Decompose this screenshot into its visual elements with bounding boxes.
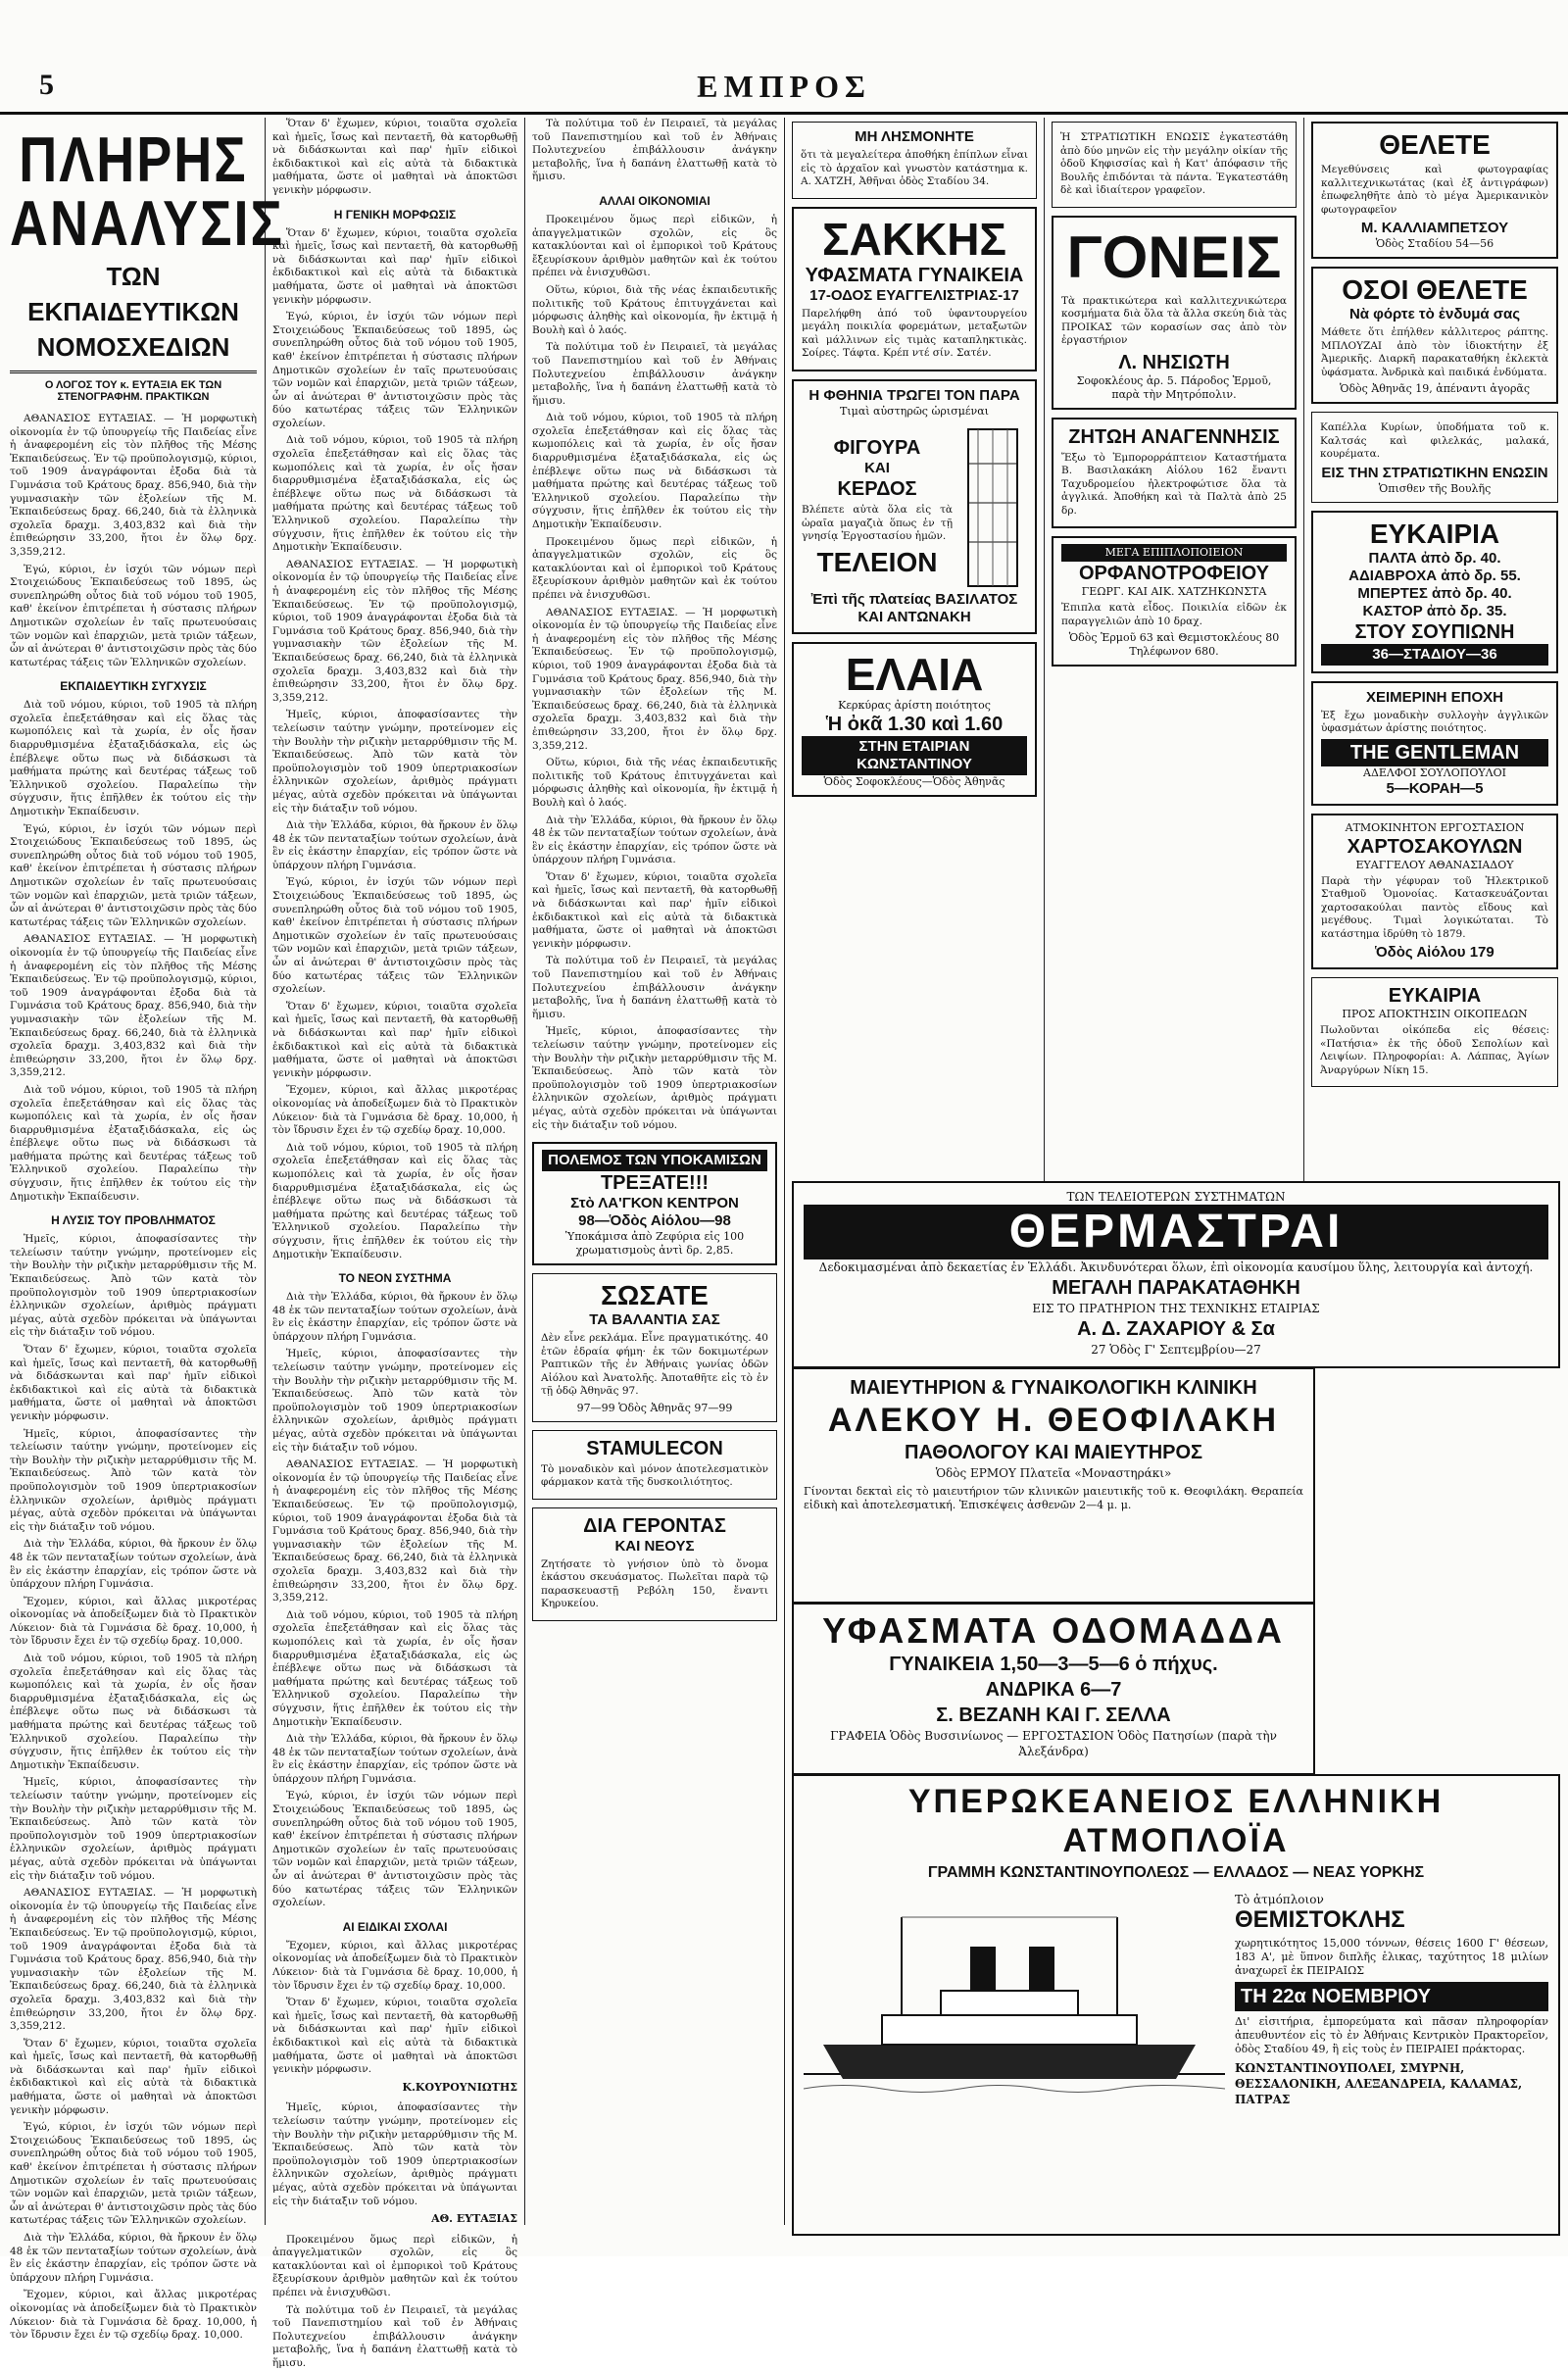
article-paragraph: Διὰ τοῦ νόμου, κύριοι, τοῦ 1905 τὰ πλήρη σχολεῖα ἐπεξετάθησαν καὶ εἰς ὅλας τὰς κωμοπόλεις καὶ τὰ χωρία, ἐν οἷς ἤσαν διαρρυθμισμένα ἑξαταξιδάσκαλα, εἰς ὡς ἐπέβλεψε οὕτω πως νὰ διδάσκωσι τὰ μαθήματα πρώτης καὶ δευτέρας τάξεως τοῦ Ἑλληνικοῦ σχολείου. Παραλείπω τὴν σύγχυσιν, ἥτις ἐπῆλθεν ἐκ τούτου εἰς τὴν Δημοτικὴν Ἐκπαίδευσιν. xyxy=(10,1653,257,1771)
ad-title: ΜΗ ΛΗΣΜΟΝΗΤΕ xyxy=(855,128,974,145)
section-heading: ΕΚΠΑΙΔΕΥΤΙΚΗ ΣΥΓΧΥΣΙΣ xyxy=(60,679,207,694)
ad-title: ΧΕΙΜΕΡΙΝΗ ΕΠΟΧΗ xyxy=(1365,688,1504,706)
article-paragraph: Ἐγώ, κύριοι, ἐν ἰσχύι τῶν νόμων περὶ Στοιχειώδους Ἐκπαιδεύσεως τοῦ 1895, ὡς συνεπληρώθη οὗτος διὰ τοῦ νόμου τοῦ 1905, καθ' ἐκείνον ἐπιτρέπεται ἡ σύστασις πλήρων Δημοτικῶν σχολείων ἐν ταῖς πρωτευούσαις τῶν νομῶν καὶ ἐπαρχιῶν, μετὰ τριῶν τάξεων, ὧν αἱ ἀνώτεραι θ' ἀντιστοιχῶσιν πρὸς τὰς δύο κατωτέρας τάξεις τῶν Ἑλληνικῶν σχολείων. xyxy=(272,311,517,429)
ad-address: 27 Ὁδὸς Γ' Σεπτεμβρίου—27 xyxy=(1091,1343,1261,1357)
article-paragraph: Ἔχομεν, κύριοι, καὶ ἄλλας μικροτέρας οἰκονομίας νὰ ἀποδείξωμεν διὰ τὸ Πρακτικὸν Λύκειον· διὰ τὰ Γυμνάσια δὲ δραχ. 10,000, ἡ τὸν ἴδρυσιν ἔχει ἐν τῷ σχεδίῳ δραχ. 10,000. xyxy=(10,1595,257,1648)
ad-address: Ὁδὸς Σοφοκλέους—Ὁδὸς Ἀθηνᾶς xyxy=(823,774,1005,788)
article-paragraph: Ὅταν δ' ἔχωμεν, κύριοι, τοιαῦτα σχολεῖα καὶ ἡμεῖς, ἴσως καὶ πενταετῆ, θὰ κατορθωθῇ νὰ διδάσκωνται καὶ παρ' ἡμῖν εἰδικοὶ ἐκδιδακτικοὶ καὶ εἰς αὐτὰ τὰ διδακτικὰ μαθήματα, ὥστε οἱ μαθηταὶ νὰ ἀποκτῶσι γενικὴν μόρφωσιν. xyxy=(272,226,517,306)
article-column-3 xyxy=(532,118,777,2225)
ad-address: Ὁδὸς Αἰόλου 179 xyxy=(1375,944,1494,961)
article-paragraph: Ἔχομεν, κύριοι, καὶ ἄλλας μικροτέρας οἰκονομίας νὰ ἀποδείξωμεν διὰ τὸ Πρακτικὸν Λύκειον· διὰ τὰ Γυμνάσια δὲ δραχ. 10,000, ἡ τὸν ἴδρυσιν ἔχει ἐν τῷ σχεδίῳ δραχ. 10,000. xyxy=(272,1939,517,1992)
ad-line: ΠΑΛΤΑ ἀπὸ δρ. 40. xyxy=(1368,549,1501,567)
article-paragraph: Τὰ πολύτιμα τοῦ ἐν Πειραιεῖ, τὰ μεγάλας τοῦ Πανεπιστημίου καὶ τοῦ ἐν Ἀθήναις Πολυτεχνείου ἐπιβάλλουσιν ἀνάγκην μεταβολῆς, ἵνα ἡ δαπάνη ἐλαττωθῇ κατὰ τὸ ἥμισυ. xyxy=(532,341,777,407)
ad-goneis xyxy=(1052,216,1297,410)
ad-body: Ἔξω τὸ Ἐμπορορράπτειον Καταστήματα Β. Βασιλακάκη Αἰόλου 162 ἔναντι Ταχυδρομείου ἠλεκτροφώτισε ὅλα τὰ ἀγγλικά. Ἀποθήκη καὶ τὰ Παλτὰ ἀπὸ 25 δρ. xyxy=(1061,451,1287,517)
ad-address: ΓΡΑΦΕΙΑ Ὁδὸς Βυσσινίωνος — ΕΡΓΟΣΤΑΣΙΟΝ Ὁδὸς Πατησίων (παρὰ τὴν Ἀλεξάνδρα) xyxy=(830,1729,1277,1758)
ad-teleion: ΤΕΛΕΙΟΝ xyxy=(816,546,938,577)
ad-title: ΟΣΟΙ ΘΕΛΕΤΕ xyxy=(1342,274,1528,305)
ad-fthinia xyxy=(792,379,1037,634)
article-paragraph: Διὰ τοῦ νόμου, κύριοι, τοῦ 1905 τὰ πλήρη σχολεῖα ἐπεξετάθησαν καὶ εἰς ὅλας τὰς κωμοπόλεις καὶ τὰ χωρία, ἐν οἷς ἤσαν διαρρυθμισμένα ἑξαταξιδάσκαλα, εἰς ὡς ἐπέβλεψε οὕτω πως νὰ διδάσκωσι τὰ μαθήματα πρώτης καὶ δευτέρας τάξεως τοῦ Ἑλληνικοῦ σχολείου. Παραλείπω τὴν σύγχυσιν, ἥτις ἐπῆλθεν ἐκ τούτου εἰς τὴν Δημοτικὴν Ἐκπαίδευσιν. xyxy=(272,434,517,554)
ad-osoi-thelete xyxy=(1311,267,1558,404)
ad-subtitle: ΑΔΕΛΦΟΙ ΣΟΥΛΟΠΟΥΛΟΙ xyxy=(1363,766,1506,779)
ad-title: ΟΡΦΑΝΟΤΡΟΦΕΙΟΥ xyxy=(1079,563,1269,584)
article-paragraph: Ἡμεῖς, κύριοι, ἀποφασίσαντες τὴν τελείωσιν ταύτην γνώμην, προτείνομεν εἰς τὴν Βουλὴν τὴν ριζικὴν μεταρρύθμισιν τῆς Μ. Ἐκπαιδεύσεως. Ἀπὸ τῶν κατὰ τὸν προϋπολογισμὸν τοῦ 1909 ὑπερτριακοσίων ἑλληνικῶν σχολείων, ἀριθμὸς πράγματι μέγας, αὐτὰ σχεδὸν πρόκειται νὰ ὑπάγωνται εἰς τὴν διάταξιν τοῦ νόμου. xyxy=(532,1025,777,1131)
ad-title: ΕΛΑΙΑ xyxy=(845,648,984,700)
ad-xeimerini xyxy=(1311,681,1558,806)
ad-title: ΘΕΡΜΑΣΤΡΑΙ xyxy=(804,1205,1548,1260)
ad-body: Παρὰ τὴν γέφυραν τοῦ Ἠλεκτρικοῦ Σταθμοῦ Ὁμονοίας. Κατασκευάζονται χαρτοσακούλαι παντὸς εἴδους καὶ μεγέθους. Τιμαὶ λογικώταται. Τὸ κατάστημα ἰδρύθη τὸ 1879. xyxy=(1321,874,1548,940)
ad-body: Παρελήφθη ἀπό τοῦ ὑφαντουργείου μεγάλη ποικιλία φορεμάτων, μεταξωτῶν καὶ μάλλινων εἰς τιμὰς καταπληκτικὰς. Σοίρες. Τάφτα. Κρέπ ντέ σίν. Σατέν. xyxy=(802,307,1027,359)
article-paragraph: Τὰ πολύτιμα τοῦ ἐν Πειραιεῖ, τὰ μεγάλας τοῦ Πανεπιστημίου καὶ τοῦ ἐν Ἀθήναις Πολυτεχνείου ἐπιβάλλουσιν ἀνάγκην μεταβολῆς, ἵνα ἡ δαπάνη ἐλαττωθῇ κατὰ τὸ ἥμισυ. xyxy=(272,2303,517,2370)
article-paragraph: Διὰ τοῦ νόμου, κύριοι, τοῦ 1905 τὰ πλήρη σχολεῖα ἐπεξετάθησαν καὶ εἰς ὅλας τὰς κωμοπόλεις καὶ τὰ χωρία, ἐν οἷς ἤσαν διαρρυθμισμένα ἑξαταξιδάσκαλα, εἰς ὡς ἐπέβλεψε οὕτω πως νὰ διδάσκωσι τὰ μαθήματα πρώτης καὶ δευτέρας τάξεως τοῦ Ἑλληνικοῦ σχολείου. Παραλείπω τὴν σύγχυσιν, ἥτις ἐπῆλθεν ἐκ τούτου εἰς τὴν Δημοτικὴν Ἐκπαίδευσιν. xyxy=(532,412,777,531)
ad-body: Γίνονται δεκταὶ εἰς τὸ μαιευτήριον τῶν κλινικῶν μαιευτικῆς τοῦ κ. Θεοφιλάκη. Θεραπεία εἰδικὴ καὶ ἀποτελεσματική. Ἐπισκέψεις ἀσθενῶν 2—4 μ. μ. xyxy=(804,1485,1303,1511)
ad-sosate xyxy=(532,1273,777,1422)
article-paragraph: Διὰ τὴν Ἑλλάδα, κύριοι, θὰ ἤρκουν ἐν ὅλῳ 48 ἐκ τῶν πενταταξίων τούτων σχολείων, ἀνὰ ἓν εἰς ἑκάστην ἐπαρχίαν, εἰς τρόπον ὥστε νὰ ὑπάρχουν πλήρη Γυμνάσια. xyxy=(532,814,777,866)
article-paragraph: Διὰ τὴν Ἑλλάδα, κύριοι, θὰ ἤρκουν ἐν ὅλῳ 48 ἐκ τῶν πενταταξίων τούτων σχολείων, ἀνὰ ἓν εἰς ἑκάστην ἐπαρχίαν, εἰς τρόπον ὥστε νὰ ὑπάρχουν πλήρη Γυμνάσια. xyxy=(10,2232,257,2284)
ad-body: χωρητικότητος 15,000 τόννων, θέσεις 1600 Γ' θέσεων, 183 Α', μὲ ὕπνον διπλῆς ἑλικας, ταχύτητος 18 μιλίων ἀναχωρεῖ ἐκ ΠΕΙΡΑΙΩΣ xyxy=(1235,1937,1548,1977)
article-paragraph: ΑΘΑΝΑΣΙΟΣ ΕΥΤΑΞΙΑΣ. — Ἡ μορφωτικὴ οἰκονομία ἐν τῷ ὑπουργείῳ τῆς Παιδείας εἶνε ἡ ἀναφερομένη εἰς τὸν πλῆθος τῆς Μέσης Ἐκπαιδεύσεως. Ἐν τῷ προϋπολογισμῷ, κύριοι, τοῦ 1909 ἀναγράφονται ἐξοδα διὰ τὰ Γυμνάσια τοῦ Κράτους δραχ. 856,940, διὰ τὴν γυμνασιακὴν τῶν ἑξολείων τῆς Μ. Ἐκπαιδεύσεως δραχ. 66,240, διὰ τὰ ἑλληνικὰ σχολεῖα δραχμ. 3,403,832 καὶ διὰ τὴν ἐπιθεώρησιν 33,200, ἤτοι ἐν ὅλῳ δρχ. 3,359,212. xyxy=(10,933,257,1079)
article-paragraph: ΑΘΑΝΑΣΙΟΣ ΕΥΤΑΞΙΑΣ. — Ἡ μορφωτικὴ οἰκονομία ἐν τῷ ὑπουργείῳ τῆς Παιδείας εἶνε ἡ ἀναφερομένη εἰς τὸν πλῆθος τῆς Μέσης Ἐκπαιδεύσεως. Ἐν τῷ προϋπολογισμῷ, κύριοι, τοῦ 1909 ἀναγράφονται ἐξοδα διὰ τὰ Γυμνάσια τοῦ Κράτους δραχ. 856,940, διὰ τὴν γυμνασιακὴν τῶν ἑξολείων τῆς Μ. Ἐκπαιδεύσεως δραχ. 66,240, διὰ τὰ ἑλληνικὰ σχολεῖα δραχμ. 3,403,832 καὶ διὰ τὴν ἐπιθεώρησιν 33,200, ἤτοι ἐν ὅλῳ δρχ. 3,359,212. xyxy=(532,606,777,752)
ad-line: ΜΠΕΡΤΕΣ ἀπὸ δρ. 40. xyxy=(1357,584,1512,602)
ad-address: 36—ΣΤΑΔΙΟΥ—36 xyxy=(1321,644,1548,666)
ad-title: ΕΙΣ ΤΗΝ ΣΤΡΑΤΙΩΤΙΚΗΝ ΕΝΩΣΙΝ xyxy=(1321,464,1548,481)
article-subheadline: ΤΩΝ ΕΚΠΑΙΔΕΥΤΙΚΩΝ ΝΟΜΟΣΧΕΔΙΩΝ xyxy=(27,262,239,362)
article-paragraph: Ἐγώ, κύριοι, ἐν ἰσχύι τῶν νόμων περὶ Στοιχειώδους Ἐκπαιδεύσεως τοῦ 1895, ὡς συνεπληρώθη οὗτος διὰ τοῦ νόμου τοῦ 1905, καθ' ἐκείνον ἐπιτρέπεται ἡ σύστασις πλήρων Δημοτικῶν σχολείων ἐν ταῖς πρωτευούσαις τῶν νομῶν καὶ ἐπαρχιῶν, μετὰ τριῶν τάξεων, ὧν αἱ ἀνώτεραι θ' ἀντιστοιχῶσιν πρὸς τὰς δύο κατωτέρας τάξεις τῶν Ἑλληνικῶν σχολείων. xyxy=(10,822,257,928)
ad-title: ΓΟΝΕΙΣ xyxy=(1066,223,1282,290)
newspaper-title: ΕΜΠΡΟΣ xyxy=(697,69,871,104)
article-paragraph: Τὰ πολύτιμα τοῦ ἐν Πειραιεῖ, τὰ μεγάλας τοῦ Πανεπιστημίου καὶ τοῦ ἐν Ἀθήναις Πολυτεχνείου ἐπιβάλλουσιν ἀνάγκην μεταβολῆς, ἵνα ἡ δαπάνη ἐλαττωθῇ κατὰ τὸ ἥμισυ. xyxy=(532,118,777,183)
ad-subtitle: Νὰ φόρτε τὸ ἐνδυμά σας xyxy=(1348,306,1521,322)
article-column-1 xyxy=(10,118,284,2342)
article-paragraph: ΑΘΑΝΑΣΙΟΣ ΕΥΤΑΞΙΑΣ. — Ἡ μορφωτικὴ οἰκονομία ἐν τῷ ὑπουργείῳ τῆς Παιδείας εἶνε ἡ ἀναφερομένη εἰς τὸν πλῆθος τῆς Μέσης Ἐκπαιδεύσεως. Ἐν τῷ προϋπολογισμῷ, κύριοι, τοῦ 1909 ἀναγράφονται ἐξοδα διὰ τὰ Γυμνάσια τοῦ Κράτους δραχ. 856,940, διὰ τὴν γυμνασιακὴν τῶν ἑξολείων τῆς Μ. Ἐκπαιδεύσεως δραχ. 66,240, διὰ τὰ ἑλληνικὰ σχολεῖα δραχμ. 3,403,832 καὶ διὰ τὴν ἐπιθεώρησιν 33,200, ἤτοι ἐν ὅλῳ δρχ. 3,359,212. xyxy=(10,1887,257,2033)
ad-subtitle: Κερκύρας ἀρίστη ποιότητος xyxy=(838,698,991,712)
signature: Κ.ΚΟΥΡΟΥΝΙΩΤΗΣ xyxy=(402,2080,517,2094)
article-paragraph: Ὅταν δ' ἔχωμεν, κύριοι, τοιαῦτα σχολεῖα καὶ ἡμεῖς, ἴσως καὶ πενταετῆ, θὰ κατορθωθῇ νὰ διδάσκωνται καὶ παρ' ἡμῖν εἰδικοὶ ἐκδιδακτικοὶ καὶ εἰς αὐτὰ τὰ διδακτικὰ μαθήματα, ὥστε οἱ μαθηταὶ νὰ ἀποκτῶσι γενικὴν μόρφωσιν. xyxy=(272,1997,517,2076)
article-paragraph: Διὰ τοῦ νόμου, κύριοι, τοῦ 1905 τὰ πλήρη σχολεῖα ἐπεξετάθησαν καὶ εἰς ὅλας τὰς κωμοπόλεις καὶ τὰ χωρία, ἐν οἷς ἤσαν διαρρυθμισμένα ἑξαταξιδάσκαλα, εἰς ὡς ἐπέβλεψε οὕτω πως νὰ διδάσκωσι τὰ μαθήματα πρώτης καὶ δευτέρας τάξεως τοῦ Ἑλληνικοῦ σχολείου. Παραλείπω τὴν σύγχυσιν, ἥτις ἐπῆλθεν ἐκ τούτου εἰς τὴν Δημοτικὴν Ἐκπαίδευσιν. xyxy=(272,1141,517,1260)
ad-thermastrai xyxy=(792,1181,1560,1368)
page-number: 5 xyxy=(39,69,54,101)
section-heading: ΑΛΛΑΙ ΟΙΚΟΝΟΜΙΑΙ xyxy=(599,193,710,208)
ad-zitoi xyxy=(1052,418,1297,529)
article-paragraph: Ἡμεῖς, κύριοι, ἀποφασίσαντες τὴν τελείωσιν ταύτην γνώμην, προτείνομεν εἰς τὴν Βουλὴν τὴν ριζικὴν μεταρρύθμισιν τῆς Μ. Ἐκπαιδεύσεως. Ἀπὸ τῶν κατὰ τὸν προϋπολογισμὸν τοῦ 1909 ὑπερτριακοσίων ἑλληνικῶν σχολείων, ἀριθμὸς πράγματι μέγας, αὐτὰ σχεδὸν πρόκειται νὰ ὑπάγωνται εἰς τὴν διάταξιν τοῦ νόμου. xyxy=(272,1348,517,1454)
article-paragraph: Προκειμένου ὅμως περὶ εἰδικῶν, ἡ ἀπαγγελματικῶν σχολῶν, εἰς ὃς κατακλύονται καὶ οἱ ἐμπορικοὶ τοῦ Κράτους ἔξευρίσκουν ἀριθμὸν μαθητῶν καὶ ἐκ τούτου πρέπει νὰ ἐνισχυθῶσι. xyxy=(532,535,777,601)
ad-thelete xyxy=(1311,122,1558,259)
ad-title: ΣΩΣΑΤΕ xyxy=(601,1280,709,1311)
article-paragraph: Ἐγώ, κύριοι, ἐν ἰσχύι τῶν νόμων περὶ Στοιχειώδους Ἐκπαιδεύσεως τοῦ 1895, ὡς συνεπληρώθη οὗτος διὰ τοῦ νόμου τοῦ 1905, καθ' ἐκείνον ἐπιτρέπεται ἡ σύστασις πλήρων Δημοτικῶν σχολείων ἐν ταῖς πρωτευούσαις τῶν νομῶν καὶ ἐπαρχιῶν, μετὰ τριῶν τάξεων, ὧν αἱ ἀνώτεραι θ' ἀντιστοιχῶσιν πρὸς τὰς δύο κατωτέρας τάξεις τῶν Ἑλληνικῶν σχολείων. xyxy=(272,876,517,996)
steamship-illustration xyxy=(804,1898,1225,2103)
ad-address: Ὁδὸς Ἑρμοῦ 63 καὶ Θεμιστοκλέους 80 Τηλέφωνον 680. xyxy=(1068,631,1280,658)
ad-polemos xyxy=(532,1142,777,1265)
article-column-2 xyxy=(272,118,517,2370)
ad-address: 98—Ὁδὸς Αἰόλου—98 xyxy=(578,1212,731,1230)
article-paragraph: Τὰ πολύτιμα τοῦ ἐν Πειραιεῖ, τὰ μεγάλας τοῦ Πανεπιστημίου καὶ τοῦ ἐν Ἀθήναις Πολυτεχνείου ἐπιβάλλουσιν ἀνάγκην μεταβολῆς, ἵνα ἡ δαπάνη ἐλαττωθῇ κατὰ τὸ ἥμισυ. xyxy=(532,955,777,1020)
article-paragraph: ΑΘΑΝΑΣΙΟΣ ΕΥΤΑΞΙΑΣ. — Ἡ μορφωτικὴ οἰκονομία ἐν τῷ ὑπουργείῳ τῆς Παιδείας εἶνε ἡ ἀναφερομένη εἰς τὸν πλῆθος τῆς Μέσης Ἐκπαιδεύσεως. Ἐν τῷ προϋπολογισμῷ, κύριοι, τοῦ 1909 ἀναγράφονται ἐξοδα διὰ τὰ Γυμνάσια τοῦ Κράτους δραχ. 856,940, διὰ τὴν γυμνασιακὴν τῶν ἑξολείων τῆς Μ. Ἐκπαιδεύσεως δραχ. 66,240, διὰ τὰ ἑλληνικὰ σχολεῖα δραχμ. 3,403,832 καὶ διὰ τὴν ἐπιθεώρησιν 33,200, ἤτοι ἐν ὅλῳ δρχ. 3,359,212. xyxy=(10,413,257,558)
ad-price: Ἡ ὀκᾶ 1.30 καὶ 1.60 xyxy=(825,713,1004,735)
article-paragraph: Διὰ τὴν Ἑλλάδα, κύριοι, θὰ ἤρκουν ἐν ὅλῳ 48 ἐκ τῶν πενταταξίων τούτων σχολείων, ἀνὰ ἓν εἰς ἑκάστην ἐπαρχίαν, εἰς τρόπον ὥστε νὰ ὑπάρχουν πλήρη Γυμνάσια. xyxy=(272,819,517,871)
ad-xartosakoulon xyxy=(1311,814,1558,970)
section-heading: Η ΓΕΝΙΚΗ ΜΟΡΦΩΣΙΣ xyxy=(333,207,457,222)
article-paragraph: Ἔχομεν, κύριοι, καὶ ἄλλας μικροτέρας οἰκονομίας νὰ ἀποδείξωμεν διὰ τὸ Πρακτικὸν Λύκειον· διὰ τὰ Γυμνάσια δὲ δραχ. 10,000, ἡ τὸν ἴδρυσιν ἔχει ἐν τῷ σχεδίῳ δραχ. 10,000. xyxy=(272,1084,517,1137)
ad-subtitle: ΤΑ ΒΑΛΑΝΤΙΑ ΣΑΣ xyxy=(589,1311,720,1329)
ad-body: ὅτι τὰ μεγαλείτερα ἀποθήκη ἐπίπλων εἶναι εἰς τὸ ἀρχαῖον καὶ γνωστὸν κατάστημα κ. Α. ΧΑΤΖΗ, Ἀθῆναι ὁδὸς Σταδίου 34. xyxy=(801,149,1028,187)
ad-kapela xyxy=(1311,412,1558,503)
ad-elaia xyxy=(792,642,1037,797)
article-paragraph: Διὰ τοῦ νόμου, κύριοι, τοῦ 1905 τὰ πλήρη σχολεῖα ἐπεξετάθησαν καὶ εἰς ὅλας τὰς κωμοπόλεις καὶ τὰ χωρία, ἐν οἷς ἤσαν διαρρυθμισμένα ἑξαταξιδάσκαλα, εἰς ὡς ἐπέβλεψε οὕτω πως νὰ διδάσκωσι τὰ μαθήματα πρώτης καὶ δευτέρας τάξεως τοῦ Ἑλληνικοῦ σχολείου. Παραλείπω τὴν σύγχυσιν, ἥτις ἐπῆλθεν ἐκ τούτου εἰς τὴν Δημοτικὴν Ἐκπαίδευσιν. xyxy=(10,699,257,818)
ad-body: Δεδοκιμασμέναι ἀπὸ δεκαετίας ἐν Ἑλλάδι. Ἀκινδυνότεραι ὅλων, ἐπὶ οἰκονομία καυσίμου ὕλης, λειτουργία καὶ ἀντοχή. xyxy=(818,1260,1534,1274)
ad-subtitle: ΓΡΑΜΜΗ ΚΩΝΣΤΑΝΤΙΝΟΥΠΟΛΕΩΣ — ΕΛΛΑΔΟΣ — ΝΕΑΣ ΥΟΡΚΗΣ xyxy=(927,1864,1425,1881)
ad-subtitle-2: ΕΙΣ ΤΟ ΠΡΑΤΗΡΙΟΝ ΤΗΣ ΤΕΧΝΙΚΗΣ ΕΤΑΙΡΙΑΣ xyxy=(1032,1302,1320,1315)
ad-body: Ζητήσατε τὸ γνήσιον ὑπὸ τὸ ὄνομα ἑκάστου σκευάσματος. Πωλεῖται παρὰ τῷ παρασκευαστῇ Ρεβόλη 150, ἔναντι Κηρυκείου. xyxy=(541,1557,768,1610)
article-headline: ΠΛΗΡΗΣ ΑΝΑΛΥΣΙΣ xyxy=(10,124,284,260)
ad-name: THE GENTLEMAN xyxy=(1321,739,1548,766)
ad-title: STAMULECON xyxy=(586,1437,723,1459)
ad-store: ΣΤΟΥ ΣΟΥΠΙΩΝΗ xyxy=(1354,620,1515,643)
ad-body: Τὰ πρακτικώτερα καὶ καλλιτεχνικώτερα κοσμήματα διὰ ὅλα τὰ ἄλλα σκεύη διὰ τὰς ΠΡΟΙΚΑΣ τῶν κορασίων σας ἀπὸ τὸν ἐργαστήριον xyxy=(1061,294,1287,346)
ad-subtitle: ΜΕΓΑΛΗ ΠΑΡΑΚΑΤΑΘΗΚΗ xyxy=(1052,1277,1300,1299)
ad-sakkis xyxy=(792,207,1037,371)
masthead xyxy=(0,69,1568,115)
article-paragraph: Ὅταν δ' ἔχωμεν, κύριοι, τοιαῦτα σχολεῖα καὶ ἡμεῖς, ἴσως καὶ πενταετῆ, θὰ κατορθωθῇ νὰ διδάσκωνται καὶ παρ' ἡμῖν εἰδικοὶ ἐκδιδακτικοὶ καὶ εἰς αὐτὰ τὰ διδακτικὰ μαθήματα, ὥστε οἱ μαθηταὶ νὰ ἀποκτῶσι γενικὴν μόρφωσιν. xyxy=(10,1344,257,1422)
ad-body: Καπέλλα Κυρίων, ὑποδήματα τοῦ κ. Καλτσάς καὶ φιλελκάς, μαλακά, κουρέματα. xyxy=(1320,421,1549,460)
ad-title: ΔΙΑ ΓΕΡΟΝΤΑΣ xyxy=(583,1514,726,1537)
article-paragraph: Ἐγώ, κύριοι, ἐν ἰσχύι τῶν νόμων περὶ Στοιχειώδους Ἐκπαιδεύσεως τοῦ 1895, ὡς συνεπληρώθη οὗτος διὰ τοῦ νόμου τοῦ 1905, καθ' ἐκείνον ἐπιτρέπεται ἡ σύστασις πλήρων Δημοτικῶν σχολείων ἐν ταῖς πρωτευούσαις τῶν νομῶν καὶ ἐπαρχιῶν, μετὰ τριῶν τάξεων, ὧν αἱ ἀνώτεραι θ' ἀντιστοιχῶσιν πρὸς τὰς δύο κατωτέρας τάξεις τῶν Ἑλληνικῶν σχολείων. xyxy=(10,2121,257,2227)
ad-title: ΖΗΤΩΗ ΑΝΑΓΕΝΝΗΣΙΣ xyxy=(1068,425,1280,448)
ad-kicker: ΜΕΓΑ ΕΠΙΠΛΟΠΟΙΕΙΟΝ xyxy=(1061,544,1287,562)
ad-title: ΧΑΡΤΟΣΑΚΟΥΛΩΝ xyxy=(1347,835,1523,858)
ad-kicker: ΜΑΙΕΥΤΗΡΙΟΝ & ΓΥΝΑΙΚΟΛΟΓΙΚΗ ΚΛΙΝΙΚΗ xyxy=(850,1377,1257,1399)
ad-address: Ὁδὸς Ἀθηνᾶς 19, ἀπέναντι ἀγορᾶς xyxy=(1339,382,1530,395)
ad-title: ΣΑΚΚΗΣ xyxy=(821,213,1007,265)
ad-address: Ὁδὸς Σταδίου 54—56 xyxy=(1375,237,1494,250)
ad-name: Λ. ΝΗΣΙΩΤΗ xyxy=(1118,351,1230,373)
ad-subtitle: ΕΥΑΓΓΕΛΟΥ ΑΘΑΝΑΣΙΑΔΟΥ xyxy=(1355,858,1514,871)
ad-line: ΑΝΔΡΙΚΑ 6—7 xyxy=(985,1679,1122,1701)
ad-body: Ἐξ ἔχω μοναδικὴν συλλογὴν ἀγγλικῶν ὑφασμάτων ἀρίστης ποιότητος. xyxy=(1321,709,1548,734)
ad-subtitle: ΠΡΟΣ ΑΠΟΚΤΗΣΙΝ ΟΙΚΟΠΕΔΩΝ xyxy=(1342,1008,1528,1020)
ad-name: Μ. ΚΑΛΛΙΑΜΠΕΤΣΟΥ xyxy=(1360,220,1509,236)
ad-stamulecon xyxy=(532,1430,777,1500)
article-paragraph: Διὰ τὴν Ἑλλάδα, κύριοι, θὰ ἤρκουν ἐν ὅλῳ 48 ἐκ τῶν πενταταξίων τούτων σχολείων, ἀνὰ ἓν εἰς ἑκάστην ἐπαρχίαν, εἰς τρόπον ὥστε νὰ ὑπάρχουν πλήρη Γυμνάσια. xyxy=(272,1733,517,1785)
ad-address: Ὁπισθεν τῆς Βουλῆς xyxy=(1378,481,1492,495)
signature: ΑΘ. ΕΥΤΑΞΙΑΣ xyxy=(431,2212,517,2226)
ad-title: ΘΕΛΕΤΕ xyxy=(1379,129,1491,160)
ad-subtitle: ΓΕΩΡΓ. ΚΑΙ ΑΙΚ. ΧΑΤΖΗΚΩΝΣΤΑ xyxy=(1081,585,1267,598)
article-paragraph: Οὕτω, κύριοι, διὰ τῆς νέας ἐκπαιδευτικῆς πολιτικῆς τοῦ Κράτους ἐπιτυγχάνεται καὶ μόρφωσις ἀληθὴς καὶ οἰκονομία, ἣν ἐκτιμᾷ ἡ Βουλὴ καὶ ὁ λαός. xyxy=(532,757,777,809)
ad-address: Ὁδὸς ΕΡΜΟΥ Πλατεῖα «Μοναστηράκι» xyxy=(935,1466,1172,1480)
ad-line: ΚΑΣΤΟΡ ἀπὸ δρ. 35. xyxy=(1362,602,1507,619)
ad-address: Σοφοκλέους ἀρ. 5. Πάροδος Ἑρμοῦ, παρὰ τὴν Μητρόπολιν. xyxy=(1076,373,1272,401)
ad-odomadda xyxy=(792,1603,1315,1775)
column-rule xyxy=(265,118,266,2225)
article-paragraph: Οὕτω, κύριοι, διὰ τῆς νέας ἐκπαιδευτικῆς πολιτικῆς τοῦ Κράτους ἐπιτυγχάνεται καὶ μόρφωσις ἀληθὴς καὶ οἰκονομία, ἣν ἐκτιμᾷ ἡ Βουλὴ καὶ ὁ λαός. xyxy=(532,283,777,336)
article-paragraph: Διὰ τὴν Ἑλλάδα, κύριοι, θὰ ἤρκουν ἐν ὅλῳ 48 ἐκ τῶν πενταταξίων τούτων σχολείων, ἀνὰ ἓν εἰς ἑκάστην ἐπαρχίαν, εἰς τρόπον ὥστε νὰ ὑπάρχουν πλήρη Γυμνάσια. xyxy=(10,1538,257,1591)
article-paragraph: Διὰ τὴν Ἑλλάδα, κύριοι, θὰ ἤρκουν ἐν ὅλῳ 48 ἐκ τῶν πενταταξίων τούτων σχολείων, ἀνὰ ἓν εἰς ἑκάστην ἐπαρχίαν, εἰς τρόπον ὥστε νὰ ὑπάρχουν πλήρη Γυμνάσια. xyxy=(272,1291,517,1343)
section-heading: Η ΛΥΣΙΣ ΤΟΥ ΠΡΟΒΛΗΜΑΤΟΣ xyxy=(51,1213,216,1228)
column-rule xyxy=(524,118,525,2225)
column-rule xyxy=(784,118,785,2225)
article-paragraph: Ἐγώ, κύριοι, ἐν ἰσχύι τῶν νόμων περὶ Στοιχειώδους Ἐκπαιδεύσεως τοῦ 1895, ὡς συνεπληρώθη οὗτος διὰ τοῦ νόμου τοῦ 1905, καθ' ἐκείνον ἐπιτρέπεται ἡ σύστασις πλήρων Δημοτικῶν σχολείων ἐν ταῖς πρωτευούσαις τῶν νομῶν καὶ ἐπαρχιῶν, μετὰ τριῶν τάξεων, ὧν αἱ ἀνώτεραι θ' ἀντιστοιχῶσιν πρὸς τὰς δύο κατωτέρας τάξεις τῶν Ἑλληνικῶν σχολείων. xyxy=(10,563,257,668)
ad-body: Πωλοῦνται οἰκόπεδα εἰς θέσεις: «Πατήσια» ἐκ τῆς ὁδοῦ Σεπολίων καὶ Λειψίων. Πληροφορίαι: Α. Λάππας, Ἀγίων Ἀναργύρων Νίκη 15. xyxy=(1320,1024,1549,1076)
ad-subtitle: ΤΡΕΞΑΤΕ!!! xyxy=(600,1172,710,1195)
article-paragraph: Ἡμεῖς, κύριοι, ἀποφασίσαντες τὴν τελείωσιν ταύτην γνώμην, προτείνομεν εἰς τὴν Βουλὴν τὴν ριζικὴν μεταρρύθμισιν τῆς Μ. Ἐκπαιδεύσεως. Ἀπὸ τῶν κατὰ τὸν προϋπολογισμὸν τοῦ 1909 ὑπερτριακοσίων ἑλληνικῶν σχολείων, ἀριθμὸς πράγματι μέγας, αὐτὰ σχεδὸν πρόκειται νὰ ὑπάγωνται εἰς τὴν διάταξιν τοῦ νόμου. xyxy=(10,1427,257,1533)
ad-address: 97—99 Ὁδὸς Ἀθηνᾶς 97—99 xyxy=(576,1401,733,1414)
ad-address: 5—ΚΟΡΑΗ—5 xyxy=(1386,779,1484,797)
ad-ship-name: ΘΕΜΙΣΤΟΚΛΗΣ xyxy=(1235,1906,1405,1933)
ad-kai: ΚΑΙ xyxy=(864,460,890,477)
article-paragraph: Ἡμεῖς, κύριοι, ἀποφασίσαντες τὴν τελείωσιν ταύτην γνώμην, προτείνομεν εἰς τὴν Βουλὴν τὴν ριζικὴν μεταρρύθμισιν τῆς Μ. Ἐκπαιδεύσεως. Ἀπὸ τῶν κατὰ τὸν προϋπολογισμὸν τοῦ 1909 ὑπερτριακοσίων ἑλληνικῶν σχολείων, ἀριθμὸς πράγματι μέγας, αὐτὰ σχεδὸν πρόκειται νὰ ὑπάγωνται εἰς τὴν διάταξιν τοῦ νόμου. xyxy=(272,709,517,815)
article-paragraph: Ἡμεῖς, κύριοι, ἀποφασίσαντες τὴν τελείωσιν ταύτην γνώμην, προτείνομεν εἰς τὴν Βουλὴν τὴν ριζικὴν μεταρρύθμισιν τῆς Μ. Ἐκπαιδεύσεως. Ἀπὸ τῶν κατὰ τὸν προϋπολογισμὸν τοῦ 1909 ὑπερτριακοσίων ἑλληνικῶν σχολείων, ἀριθμὸς πράγματι μέγας, αὐτὰ σχεδὸν πρόκειται νὰ ὑπάγωνται εἰς τὴν διάταξιν τοῦ νόμου. xyxy=(10,1233,257,1339)
ad-ship-intro: Τὸ ἀτμόπλοιον xyxy=(1235,1893,1324,1906)
ad-maieutirion xyxy=(792,1367,1315,1604)
ad-cities: ΚΩΝΣΤΑΝΤΙΝΟΥΠΟΛΕΙ, ΣΜΥΡΝΗ, ΘΕΣΣΑΛΟΝΙΚΗ, ΑΛΕΞΑΝΔΡΕΙΑ, ΚΑΛΑΜΑΣ, ΠΑΤΡΑΣ xyxy=(1235,2061,1523,2106)
ad-body: Βλέπετε αὐτὰ ὅλα εἰς τὰ ὡραῖα μαγαζιὰ ὅπως ἐν τῇ γνησίᾳ Ἐργοστασίου ἡμῶν. xyxy=(802,504,953,543)
ad-body: Μάθετε ὅτι ἐπήλθεν κἀλλιτερος ράπτης. ΜΠΛΟΥΖΑΙ ἀπὸ τὸν ἰδιοκτήτην ἐξ Ἀμερικῆς. Διαρκῆ παρακαταθήκη ἐκλεκτὰ ὑφάσματα. Ἀνδρικὰ καὶ παιδικά ἐνδύματα. xyxy=(1321,326,1548,378)
article-paragraph: ΑΘΑΝΑΣΙΟΣ ΕΥΤΑΞΙΑΣ. — Ἡ μορφωτικὴ οἰκονομία ἐν τῷ ὑπουργείῳ τῆς Παιδείας εἶνε ἡ ἀναφερομένη εἰς τὸν πλῆθος τῆς Μέσης Ἐκπαιδεύσεως. Ἐν τῷ προϋπολογισμῷ, κύριοι, τοῦ 1909 ἀναγράφονται ἐξοδα διὰ τὰ Γυμνάσια τοῦ Κράτους δραχ. 856,940, διὰ τὴν γυμνασιακὴν τῶν ἑξολείων τῆς Μ. Ἐκπαιδεύσεως δραχ. 66,240, διὰ τὰ ἑλληνικὰ σχολεῖα δραχμ. 3,403,832 καὶ διὰ τὴν ἐπιθεώρησιν 33,200, ἤτοι ἐν ὅλῳ δρχ. 3,359,212. xyxy=(272,558,517,704)
article-paragraph: Ὅταν δ' ἔχωμεν, κύριοι, τοιαῦτα σχολεῖα καὶ ἡμεῖς, ἴσως καὶ πενταετῆ, θὰ κατορθωθῇ νὰ διδάσκωνται καὶ παρ' ἡμῖν εἰδικοὶ ἐκδιδακτικοὶ καὶ εἰς αὐτὰ τὰ διδακτικὰ μαθήματα, ὥστε οἱ μαθηταὶ νὰ ἀποκτῶσι γενικὴν μόρφωσιν. xyxy=(10,2037,257,2116)
ad-title: ΑΛΕΚΟΥ Η. ΘΕΟΦΙΛΑΚΗ xyxy=(827,1402,1280,1439)
ad-title: ΥΠΕΡΩΚΕΑΝΕΙΟΣ ΕΛΛΗΝΙΚΗ ΑΤΜΟΠΛΟΪΑ xyxy=(907,1783,1445,1859)
article-paragraph: Ἐγώ, κύριοι, ἐν ἰσχύι τῶν νόμων περὶ Στοιχειώδους Ἐκπαιδεύσεως τοῦ 1895, ὡς συνεπληρώθη οὗτος διὰ τοῦ νόμου τοῦ 1905, καθ' ἐκείνον ἐπιτρέπεται ἡ σύστασις πλήρων Δημοτικῶν σχολείων ἐν ταῖς πρωτευούσαις τῶν νομῶν καὶ ἐπαρχιῶν, μετὰ τριῶν τάξεων, ὧν αἱ ἀνώτεραι θ' ἀντιστοιχῶσιν πρὸς τὰς δύο κατωτέρας τάξεις τῶν Ἑλληνικῶν σχολείων. xyxy=(272,1790,517,1909)
ad-title: ΕΥΚΑΙΡΙΑ xyxy=(1388,985,1482,1007)
ad-body: Μεγεθύνσεις καὶ φωτογραφίας καλλιτεχνικωτάτας (καὶ ἐξ ἀντιγράφων) ἐπωφεληθῆτε ἀπὸ τὸ μέγα Ἀμερικανικὸν φωτογραφεῖον xyxy=(1321,164,1548,216)
ad-body: Τὸ μοναδικὸν καὶ μόνον ἀποτελεσματικὸν φάρμακον κατὰ τῆς δυσκοιλιότητος. xyxy=(541,1462,768,1489)
article-paragraph: Ὅταν δ' ἔχωμεν, κύριοι, τοιαῦτα σχολεῖα καὶ ἡμεῖς, ἴσως καὶ πενταετῆ, θὰ κατορθωθῇ νὰ διδάσκωνται καὶ παρ' ἡμῖν εἰδικοὶ ἐκδιδακτικοὶ καὶ εἰς αὐτὰ τὰ διδακτικὰ μαθήματα, ὥστε οἱ μαθηταὶ νὰ ἀποκτῶσι γενικὴν μόρφωσιν. xyxy=(272,118,517,196)
ad-atmoploia xyxy=(792,1774,1560,2236)
ad-address: 17-ΟΔΟΣ ΕΥΑΓΓΕΛΙΣΤΡΙΑΣ-17 xyxy=(809,286,1019,304)
article-paragraph: Ἡμεῖς, κύριοι, ἀποφασίσαντες τὴν τελείωσιν ταύτην γνώμην, προτείνομεν εἰς τὴν Βουλὴν τὴν ριζικὴν μεταρρύθμισιν τῆς Μ. Ἐκπαιδεύσεως. Ἀπὸ τῶν κατὰ τὸν προϋπολογισμὸν τοῦ 1909 ὑπερτριακοσίων ἑλληνικῶν σχολείων, ἀριθμὸς πράγματι μέγας, αὐτὰ σχεδὸν πρόκειται νὰ ὑπάγωνται εἰς τὴν διάταξιν τοῦ νόμου. xyxy=(10,1776,257,1882)
ad-title: ΠΟΛΕΜΟΣ ΤΩΝ ΥΠΟΚΑΜΙΣΩΝ xyxy=(542,1150,767,1171)
ad-line: ΓΥΝΑΙΚΕΙΑ 1,50—3—5—6 ὁ πήχυς. xyxy=(889,1654,1218,1675)
article-paragraph: Διὰ τοῦ νόμου, κύριοι, τοῦ 1905 τὰ πλήρη σχολεῖα ἐπεξετάθησαν καὶ εἰς ὅλας τὰς κωμοπόλεις καὶ τὰ χωρία, ἐν οἷς ἤσαν διαρρυθμισμένα ἑξαταξιδάσκαλα, εἰς ὡς ἐπέβλεψε οὕτω πως νὰ διδάσκωσι τὰ μαθήματα πρώτης καὶ δευτέρας τάξεως τοῦ Ἑλληνικοῦ σχολείου. Παραλείπω τὴν σύγχυσιν, ἥτις ἐπῆλθεν ἐκ τούτου εἰς τὴν Δημοτικὴν Ἐκπαίδευσιν. xyxy=(10,1083,257,1203)
ad-kicker: ΤΩΝ ΤΕΛΕΙΟΤΕΡΩΝ ΣΥΣΤΗΜΑΤΩΝ xyxy=(1066,1190,1286,1204)
ad-name: Σ. ΒΕΖΑΝΗ ΚΑΙ Γ. ΣΕΛΛΑ xyxy=(936,1704,1171,1726)
section-heading: ΤΟ ΝΕΟΝ ΣΥΣΤΗΜΑ xyxy=(338,1271,452,1286)
ad-store: Στὸ ΛΑ'ΓΚΟΝ ΚΕΝΤΡΟΝ xyxy=(570,1195,739,1212)
ad-eukairia-2 xyxy=(1311,977,1558,1087)
divider xyxy=(10,370,257,373)
ad-date: ΤΗ 22α ΝΟΕΜΒΡΙΟΥ xyxy=(1235,1982,1548,2011)
ad-title: Η ΦΘΗΝΙΑ ΤΡΩΓΕΙ ΤΟΝ ΠΑΡΑ xyxy=(808,386,1020,404)
ad-figoura: ΦΙΓΟΥΡΑ xyxy=(833,437,921,460)
ad-name: Α. Δ. ΖΑΧΑΡΙΟΥ & Σα xyxy=(1077,1318,1275,1340)
ad-orfanotrofeio xyxy=(1052,536,1297,667)
ad-line: ΑΔΙΑΒΡΟΧΑ ἀπὸ δρ. 55. xyxy=(1348,567,1521,584)
ad-mi-lismonite xyxy=(792,122,1037,199)
article-kicker: Ο ΛΟΓΟΣ ΤΟΥ κ. ΕΥΤΑΞΙΑ ΕΚ ΤΩΝ ΣΤΕΝΟΓΡΑΦΗΜ. ΠΡΑΚΤΙΚΩΝ xyxy=(44,379,222,403)
ad-store: ΣΤΗΝ ΕΤΑΙΡΙΑΝ ΚΩΝΣΤΑΝΤΙΝΟΥ xyxy=(802,736,1027,775)
article-paragraph: Προκειμένου ὅμως περὶ εἰδικῶν, ἡ ἀπαγγελματικῶν σχολῶν, εἰς ὃς κατακλύονται καὶ οἱ ἐμπορικοὶ τοῦ Κράτους ἔξευρίσκουν ἀριθμὸν μαθητῶν καὶ ἐκ τούτου πρέπει νὰ ἐνισχυθῶσι. xyxy=(272,2233,517,2299)
ad-subtitle: ΠΑΘΟΛΟΓΟΥ ΚΑΙ ΜΑΙΕΥΤΗΡΟΣ xyxy=(904,1442,1203,1463)
fabric-bolt-illustration xyxy=(958,424,1027,591)
ad-body-tail: Δι' εἰσιτήρια, ἐμπορεύματα καὶ πᾶσαν πληροφορίαν ἀπευθυντέον εἰς τὸ ἐν Ἀθήναις Κεντρικὸν Πρακτορεῖον, ὁδὸς Σταδίου 49, ἢ εἰς τοὺς ἐν ΠΕΙΡΑΙΕΙ πράκτορας. xyxy=(1235,2015,1548,2055)
article-paragraph: ΑΘΑΝΑΣΙΟΣ ΕΥΤΑΞΙΑΣ. — Ἡ μορφωτικὴ οἰκονομία ἐν τῷ ὑπουργείῳ τῆς Παιδείας εἶνε ἡ ἀναφερομένη εἰς τὸν πλῆθος τῆς Μέσης Ἐκπαιδεύσεως. Ἐν τῷ προϋπολογισμῷ, κύριοι, τοῦ 1909 ἀναγράφονται ἐξοδα διὰ τὰ Γυμνάσια τοῦ Κράτους δραχ. 856,940, διὰ τὴν γυμνασιακὴν τῶν ἑξολείων τῆς Μ. Ἐκπαιδεύσεως δραχ. 66,240, διὰ τὰ ἑλληνικὰ σχολεῖα δραχμ. 3,403,832 καὶ διὰ τὴν ἐπιθεώρησιν 33,200, ἤτοι ἐν ὅλῳ δρχ. 3,359,212. xyxy=(272,1458,517,1605)
ad-body: Δὲν εἶνε ρεκλάμα. Εἶνε πραγματικότης. 40 ἐτῶν ἑδραία φήμη· ἐκ τῶν δοκιμωτέρων Ραπτικῶν τῆς ἐν Ἀθήναις γωνίας ὁδῶν Αἰόλου καὶ Ἀνατολῆς. Ἀποταθῆτε εἰς τὸ ἐν τῇ ὁδῷ Ἀθηνᾶς 97. xyxy=(541,1332,768,1398)
ad-title: ΕΥΚΑΙΡΙΑ xyxy=(1369,518,1500,549)
ad-eukairia-1 xyxy=(1311,511,1558,673)
section-heading: ΑΙ ΕΙΔΙΚΑΙ ΣΧΟΛΑΙ xyxy=(342,1919,448,1934)
ad-stratiotiki xyxy=(1052,122,1297,208)
ad-subtitle: ΥΦΑΣΜΑΤΑ ΓΥΝΑΙΚΕΙΑ xyxy=(805,264,1024,286)
ad-body: Ἡ ΣΤΡΑΤΙΩΤΙΚΗ ΕΝΩΣΙΣ ἐγκατεστάθη ἀπὸ δύο μηνῶν εἰς τὴν μεγάλην οἰκίαν τῆς ὁδοῦ Κηφισσίας καὶ ἡ Κατ' ἀπόφασιν τῆς Βουλῆς ἐπιδόνται τὰ πάντα. Ἐγκατεστάθη δὲ καὶ ἰδιαίτερον γραφεῖον. xyxy=(1060,131,1288,196)
ad-kicker: ΑΤΜΟΚΙΝΗΤΟΝ ΕΡΓΟΣΤΑΣΙΟΝ xyxy=(1345,820,1525,834)
article-paragraph: Ὅταν δ' ἔχωμεν, κύριοι, τοιαῦτα σχολεῖα καὶ ἡμεῖς, ἴσως καὶ πενταετῆ, θὰ κατορθωθῇ νὰ διδάσκωνται καὶ παρ' ἡμῖν εἰδικοὶ ἐκδιδακτικοὶ καὶ εἰς αὐτὰ τὰ διδακτικὰ μαθήματα, ὥστε οἱ μαθηταὶ νὰ ἀποκτῶσι γενικὴν μόρφωσιν. xyxy=(532,870,777,950)
ad-subtitle: ΚΑΙ ΝΕΟΥΣ xyxy=(614,1537,695,1555)
article-paragraph: Προκειμένου ὅμως περὶ εἰδικῶν, ἡ ἀπαγγελματικῶν σχολῶν, εἰς ὃς κατακλύονται καὶ οἱ ἐμπορικοὶ τοῦ Κράτους ἔξευρίσκουν ἀριθμὸν μαθητῶν καὶ ἐκ τούτου πρέπει νὰ ἐνισχυθῶσι. xyxy=(532,213,777,279)
ad-address: Ἐπὶ τῆς πλατείας ΒΑΣΙΛΑΤΟΣ ΚΑΙ ΑΝΤΩΝΑΚΗ xyxy=(810,590,1018,625)
ad-kerdos: ΚΕΡΔΟΣ xyxy=(837,478,917,501)
ad-dia-gerontas xyxy=(532,1507,777,1621)
ad-body: Ἐπιπλα κατὰ εἶδος. Ποικιλία εἰδῶν ἐκ παραγγελιῶν ἀπὸ 10 δραχ. xyxy=(1061,602,1287,627)
article-paragraph: Ἔχομεν, κύριοι, καὶ ἄλλας μικροτέρας οἰκονομίας νὰ ἀποδείξωμεν διὰ τὸ Πρακτικὸν Λύκειον· διὰ τὰ Γυμνάσια δὲ δραχ. 10,000, ἡ τὸν ἴδρυσιν ἔχει ἐν τῷ σχεδίῳ δραχ. 10,000. xyxy=(10,2289,257,2342)
article-paragraph: Διὰ τοῦ νόμου, κύριοι, τοῦ 1905 τὰ πλήρη σχολεῖα ἐπεξετάθησαν καὶ εἰς ὅλας τὰς κωμοπόλεις καὶ τὰ χωρία, ἐν οἷς ἤσαν διαρρυθμισμένα ἑξαταξιδάσκαλα, εἰς ὡς ἐπέβλεψε οὕτω πως νὰ διδάσκωσι τὰ μαθήματα πρώτης καὶ δευτέρας τάξεως τοῦ Ἑλληνικοῦ σχολείου. Παραλείπω τὴν σύγχυσιν, ἥτις ἐπῆλθεν ἐκ τούτου εἰς τὴν Δημοτικὴν Ἐκπαίδευσιν. xyxy=(272,1608,517,1728)
article-paragraph: Ἡμεῖς, κύριοι, ἀποφασίσαντες τὴν τελείωσιν ταύτην γνώμην, προτείνομεν εἰς τὴν Βουλὴν τὴν ριζικὴν μεταρρύθμισιν τῆς Μ. Ἐκπαιδεύσεως. Ἀπὸ τῶν κατὰ τὸν προϋπολογισμὸν τοῦ 1909 ὑπερτριακοσίων ἑλληνικῶν σχολείων, ἀριθμὸς πράγματι μέγας, αὐτὰ σχεδὸν πρόκειται νὰ ὑπάγωνται εἰς τὴν διάταξιν τοῦ νόμου. xyxy=(272,2101,517,2207)
ad-subtitle: Τιμαὶ αὐστηρῶς ὡρισμέναι xyxy=(840,404,989,418)
article-paragraph: Ὅταν δ' ἔχωμεν, κύριοι, τοιαῦτα σχολεῖα καὶ ἡμεῖς, ἴσως καὶ πενταετῆ, θὰ κατορθωθῇ νὰ διδάσκωνται καὶ παρ' ἡμῖν εἰδικοὶ ἐκδιδακτικοὶ καὶ εἰς αὐτὰ τὰ διδακτικὰ μαθήματα, ὥστε οἱ μαθηταὶ νὰ ἀποκτῶσι γενικὴν μόρφωσιν. xyxy=(272,1000,517,1079)
ad-title: ΥΦΑΣΜΑΤΑ ΟΔΟΜΑΔΔΑ xyxy=(822,1610,1285,1651)
ad-offer: Ὑποκάμισα ἀπὸ Ζεφύρια εἰς 100 χρωματισμοὺς ἀντὶ δρ. 2,85. xyxy=(564,1230,745,1258)
